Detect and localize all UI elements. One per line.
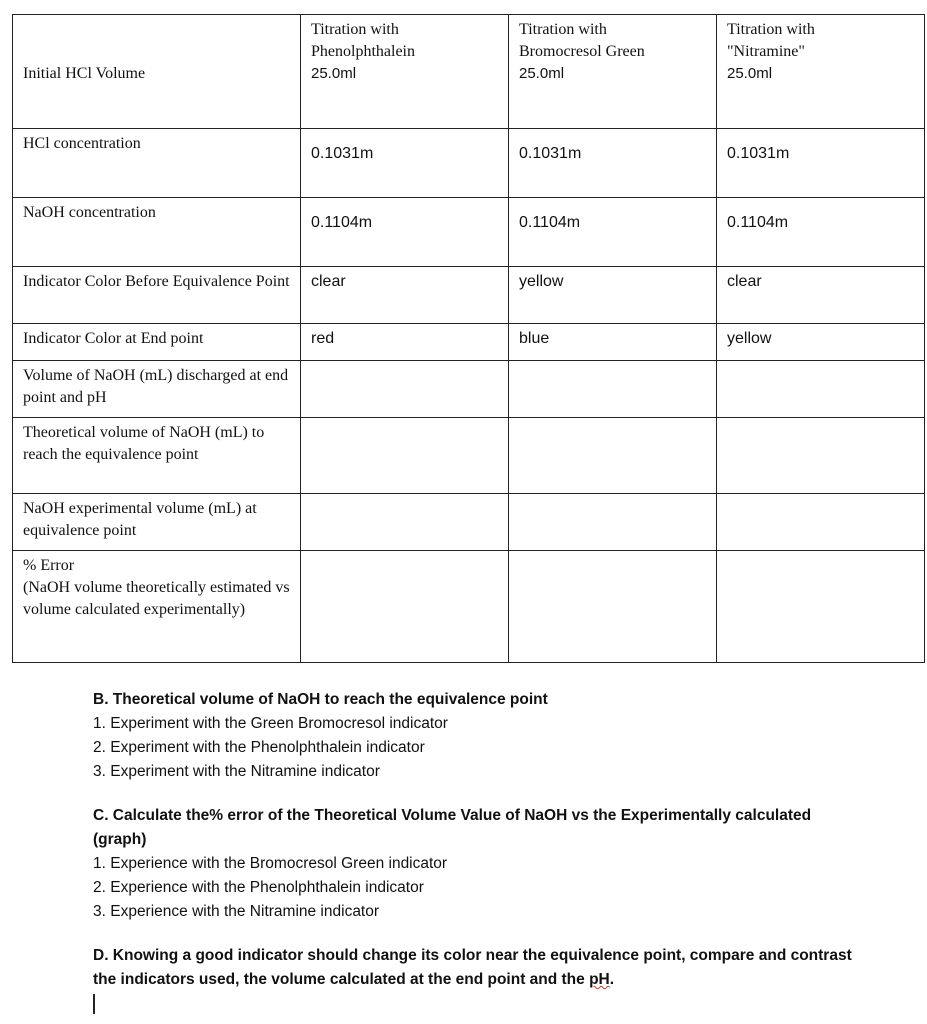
section-d-title-text: D. Knowing a good indicator should change its color near the equivalence point, compare and contrast the indicators used, the volume calculated at the end point and the <box>93 947 852 988</box>
list-item: 3. Experiment with the Nitramine indicator <box>93 763 380 780</box>
table-row <box>13 324 925 361</box>
cell-value: 0.1031m <box>509 129 717 198</box>
cell-value: 25.0ml <box>519 65 565 82</box>
row-label: Indicator Color at End point <box>13 324 301 361</box>
row-label: NaOH concentration <box>13 198 301 267</box>
cell-value <box>717 361 925 418</box>
cell-value <box>509 551 717 663</box>
header-line: Titration with <box>519 21 607 38</box>
cell-value: red <box>301 324 509 361</box>
table-row <box>13 361 925 418</box>
table-row <box>13 551 925 663</box>
cell-value: 0.1104m <box>301 198 509 267</box>
cell-value: 25.0ml <box>727 65 773 82</box>
row-label: Theoretical volume of NaOH (mL) to reach the equivalence point <box>13 418 301 494</box>
section-d-title <box>93 944 853 992</box>
cell-value <box>509 418 717 494</box>
cell-value: yellow <box>717 324 925 361</box>
header-line: Titration with <box>727 21 815 38</box>
cell-value <box>301 551 509 663</box>
text-cursor <box>93 994 95 1014</box>
table-cell <box>301 15 509 129</box>
cell-value: clear <box>717 267 925 324</box>
spellcheck-word: pH <box>589 971 610 988</box>
list-item: 2. Experiment with the Phenolphthalein indicator <box>93 739 425 756</box>
row-label: Indicator Color Before Equivalence Point <box>13 267 301 324</box>
row-label: % Error (NaOH volume theoretically estimated vs volume calculated experimentally) <box>13 551 301 663</box>
cell-value <box>301 494 509 551</box>
table-row <box>13 198 925 267</box>
cell-value <box>301 418 509 494</box>
titration-table <box>12 14 925 663</box>
table-row <box>13 418 925 494</box>
table-row <box>13 15 925 129</box>
table-cell <box>717 15 925 129</box>
cell-value: 0.1031m <box>717 129 925 198</box>
header-line: Titration with <box>311 21 399 38</box>
cell-value <box>717 418 925 494</box>
table-row <box>13 267 925 324</box>
list-item: 3. Experience with the Nitramine indicator <box>93 903 380 920</box>
section-c <box>93 804 853 924</box>
cell-value <box>509 361 717 418</box>
cell-value: 0.1104m <box>717 198 925 267</box>
cell-value: yellow <box>509 267 717 324</box>
section-d <box>93 944 853 992</box>
section-c-title: C. Calculate the% error of the Theoretical Volume Value of NaOH vs the Experimentally calculated (graph) <box>93 807 812 848</box>
cell-value: 25.0ml <box>311 65 357 82</box>
cell-value: clear <box>301 267 509 324</box>
row-label: HCl concentration <box>13 129 301 198</box>
row-label-text: Initial HCl Volume <box>23 65 146 82</box>
table-cell <box>509 15 717 129</box>
cell-value: 0.1104m <box>509 198 717 267</box>
table-row <box>13 494 925 551</box>
section-b-title: B. Theoretical volume of NaOH to reach the equivalence point <box>93 691 548 708</box>
header-line: Phenolphthalein <box>311 43 415 60</box>
cell-value <box>509 494 717 551</box>
section-b <box>93 688 853 784</box>
cell-value <box>717 494 925 551</box>
cell-value: blue <box>509 324 717 361</box>
row-label: Volume of NaOH (mL) discharged at end point and pH <box>13 361 301 418</box>
header-line: "Nitramine" <box>727 43 805 60</box>
table-row <box>13 129 925 198</box>
list-item: 1. Experiment with the Green Bromocresol indicator <box>93 715 448 732</box>
row-label: NaOH experimental volume (mL) at equivalence point <box>13 494 301 551</box>
cell-value <box>717 551 925 663</box>
row-label <box>13 15 301 129</box>
cell-value <box>301 361 509 418</box>
list-item: 2. Experience with the Phenolphthalein indicator <box>93 879 424 896</box>
cell-value: 0.1031m <box>301 129 509 198</box>
list-item: 1. Experience with the Bromocresol Green indicator <box>93 855 448 872</box>
header-line: Bromocresol Green <box>519 43 645 60</box>
section-d-title-end: . <box>609 971 615 988</box>
